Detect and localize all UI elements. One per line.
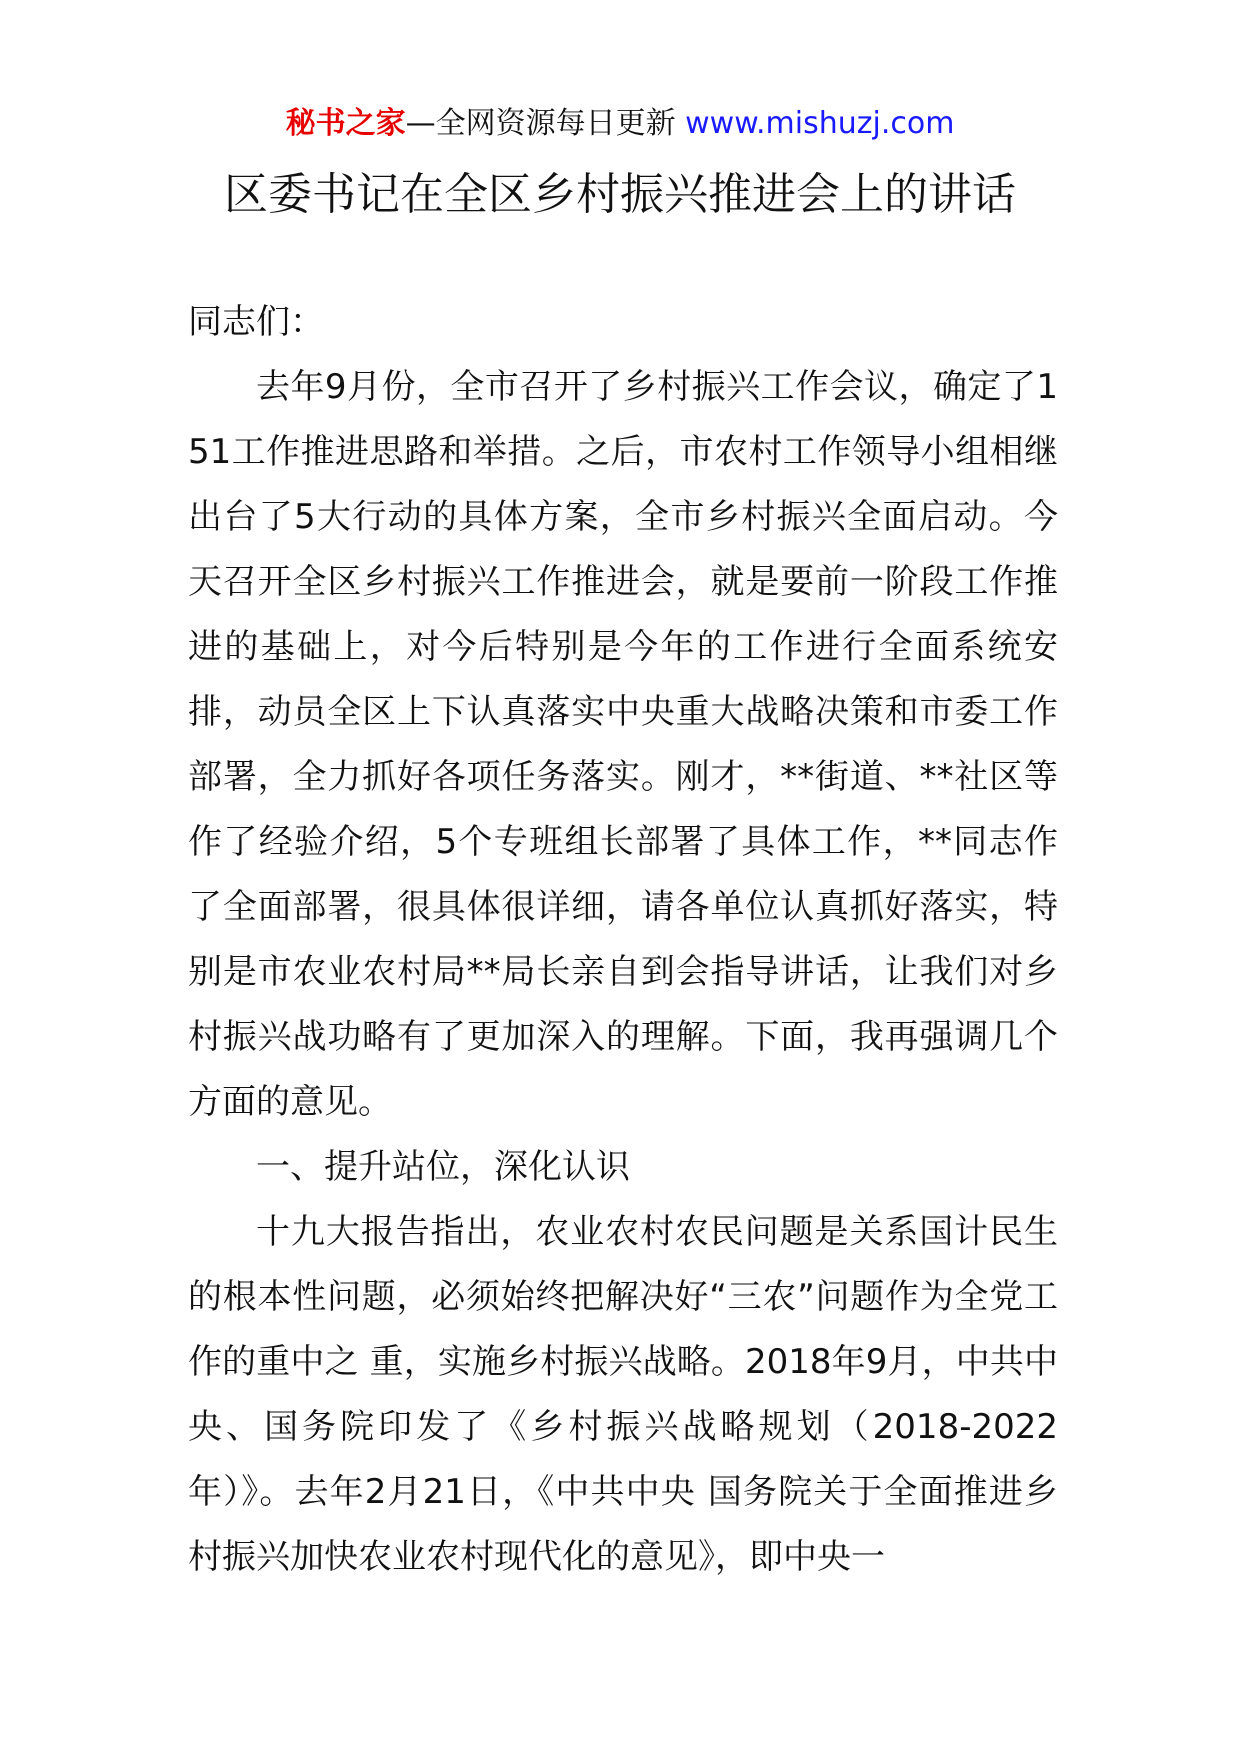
site-banner	[0, 100, 1240, 148]
brand-name: 秘书之家	[285, 106, 406, 141]
salutation: 同志们：	[188, 302, 324, 342]
site-url-link[interactable]: www.mishuzj.com	[685, 106, 955, 141]
paragraph-section-one: 十九大报告指出，农业农村农民问题是关系国计民生的根本性问题，必须始终把解决好“三农”问题作为全党工作的重中之 重，实施乡村振兴战略。2018年9月，中共中央、国务院印发了《乡村振兴战略规划（2018-2022年）》。去年2月21日，《中共中央 国务院关于全面推进乡村振兴加快农业农村现代化的意见》，即中央一	[188, 1212, 1058, 1577]
document-body	[188, 290, 1058, 1590]
banner-tagline: —全网资源每日更新	[405, 106, 676, 141]
document-title: 区委书记在全区乡村振兴推进会上的讲话	[224, 169, 1016, 220]
paragraph-intro: 去年9月份，全市召开了乡村振兴工作会议，确定了151工作推进思路和举措。之后，市农村工作领导小组相继出台了5大行动的具体方案，全市乡村振兴全面启动。今天召开全区乡村振兴工作推进会，就是要前一阶段工作推进的基础上，对今后特别是今年的工作进行全面系统安排，动员全区上下认真落实中央重大战略决策和市委工作部署，全力抓好各项任务落实。刚才，**街道、**社区等作了经验介绍，5个专班组长部署了具体工作，**同志作了全面部署，很具体很详细，请各单位认真抓好落实，特别是市农业农村局**局长亲自到会指导讲话，让我们对乡村振兴战功略有了更加深入的理解。下面，我再强调几个方面的意见。	[188, 367, 1058, 1122]
section-heading: 一、提升站位，深化认识	[256, 1147, 630, 1187]
